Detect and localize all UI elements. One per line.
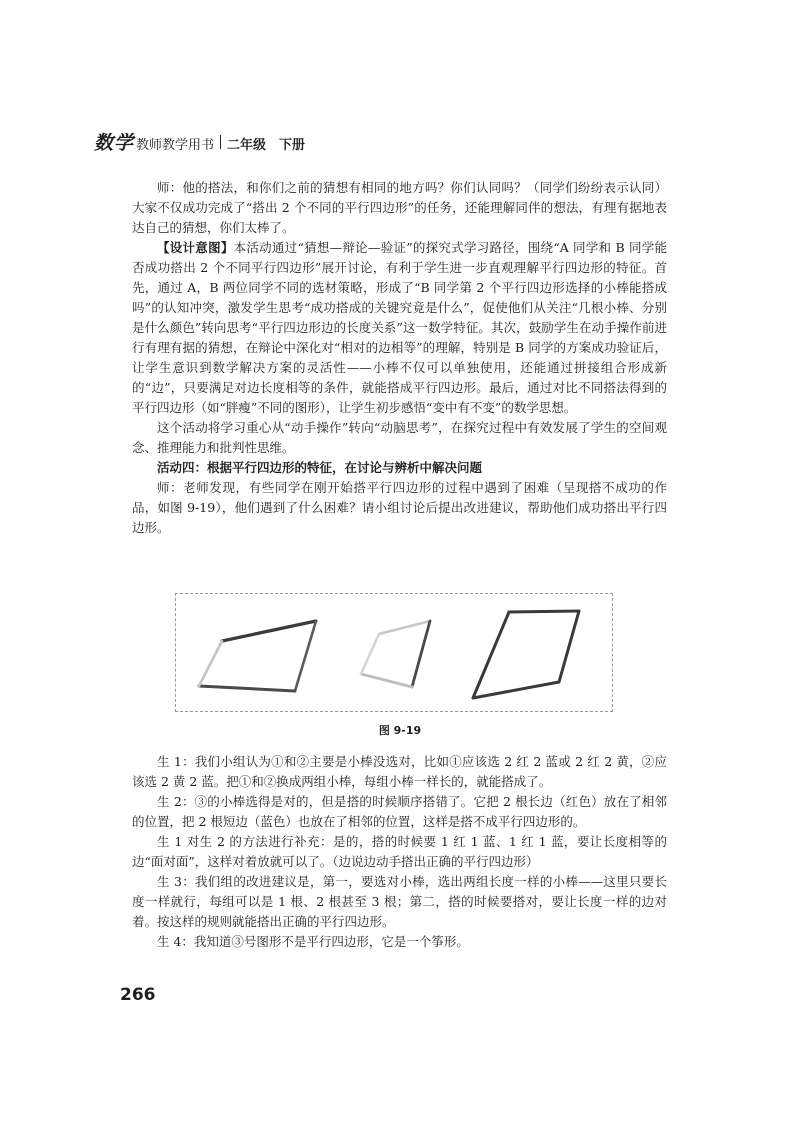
paragraph-student-4: 生 4：我知道③号图形不是平行四边形，它是一个筝形。 [157, 934, 469, 949]
paragraph-student-3: 生 3：我们组的改进建议是，第一，要选对小棒，选出两组长度一样的小棒——这里只要长度一样就行，每组可以是 1 根、2 根甚至 3 根；第二，搭的时候要搭对，要让长度一样的边对着。按这样的规则就能搭出正确的平行四边形。 [132, 874, 667, 929]
paragraph-student-2: 生 2：③的小棒选得是对的，但是搭的时候顺序搭错了。它把 2 根长边（红色）放在了相邻的位置，把 2 根短边（蓝色）也放在了相邻的位置，这样是搭不成平行四边形的。 [132, 794, 667, 829]
paragraph-activity-reflection: 这个活动将学习重心从“动手操作”转向“动脑思考”，在探究过程中有效发展了学生的空间观念、推理能力和批判性思维。 [132, 420, 667, 455]
paragraph-student-1-addition: 生 1 对生 2 的方法进行补充：是的，搭的时候要 1 红 1 蓝、1 红 1 蓝，要让长度相等的边“面对面”，这样对着放就可以了。（边说边动手搭出正确的平行四边形） [132, 834, 667, 869]
paragraph-design-intent [132, 238, 667, 418]
shape-2 [361, 621, 430, 687]
paragraph-teacher-summary: 师：他的搭法，和你们之前的猜想有相同的地方吗？你们认同吗？（同学们纷纷表示认同）大家不仅成功完成了“搭出 2 个不同的平行四边形”的任务，还能理解同伴的想法，有理有据地表达自己的猜想，你们太棒了。 [132, 180, 667, 235]
book-title: 教师教学用书 [136, 138, 215, 153]
paragraph-teacher-prompt: 师：老师发现，有些同学在刚开始搭平行四边形的过程中遇到了困难（呈现搭不成功的作品，如图 9-19），他们遇到了什么困难？请小组讨论后提出改进建议，帮助他们成功搭出平行四边形。 [132, 480, 667, 535]
bottom-text-block [132, 752, 667, 952]
paragraph-student-1: 生 1：我们小组认为①和②主要是小棒没选对，比如①应该选 2 红 2 蓝或 2 红 2 黄，②应该选 2 黄 2 蓝。把①和②换成两组小棒，每组小棒一样长的，就能搭成了。 [132, 754, 667, 789]
page-number: 266 [120, 985, 156, 1005]
header-divider [220, 135, 221, 149]
grade-label: 二年级 下册 [227, 138, 306, 153]
page-header [94, 128, 305, 155]
top-text-block [132, 178, 667, 538]
shape-1 [199, 621, 316, 691]
figure-9-19 [175, 593, 613, 712]
design-intent-text: 本活动通过“猜想—辩论—验证”的探究式学习路径，围绕“A 同学和 B 同学能否成功搭出 2 个不同平行四边形”展开讨论，有利于学生进一步直观理解平行四边形的特征。首先，通过 A，B 两位同学不同的选材策略，形成了“B 同学第 2 个平行四边形选择的小棒能搭成吗”的认知冲突，激发学生思考“成功搭成的关键究竟是什么”，促使他们从关注“几根小棒、分别是什么颜色”转向思考“平行四边形边的长度关系”这一数学特征。其次，鼓励学生在动手操作前进行有理有据的猜想，在辩论中深化对“相对的边相等”的理解，特别是 B 同学的方案成功验证后，让学生意识到数学解决方案的灵活性——小棒不仅可以单独使用，还能通过拼接组合形成新的“边”，只要满足对边长度相等的条件，就能搭成平行四边形。最后，通过对比不同搭法得到的平行四边形（如“胖瘦”不同的图形），让学生初步感悟“变中有不变”的数学思想。 [132, 240, 667, 415]
subject-logo: 数学 [94, 132, 135, 154]
activity-heading: 活动四：根据平行四边形的特征，在讨论与辨析中解决问题 [157, 460, 483, 475]
shape-3 [473, 611, 579, 698]
design-intent-label: 【设计意图】 [157, 240, 234, 255]
figure-caption: 图 9-19 [378, 724, 422, 737]
figure-shapes [176, 594, 612, 711]
